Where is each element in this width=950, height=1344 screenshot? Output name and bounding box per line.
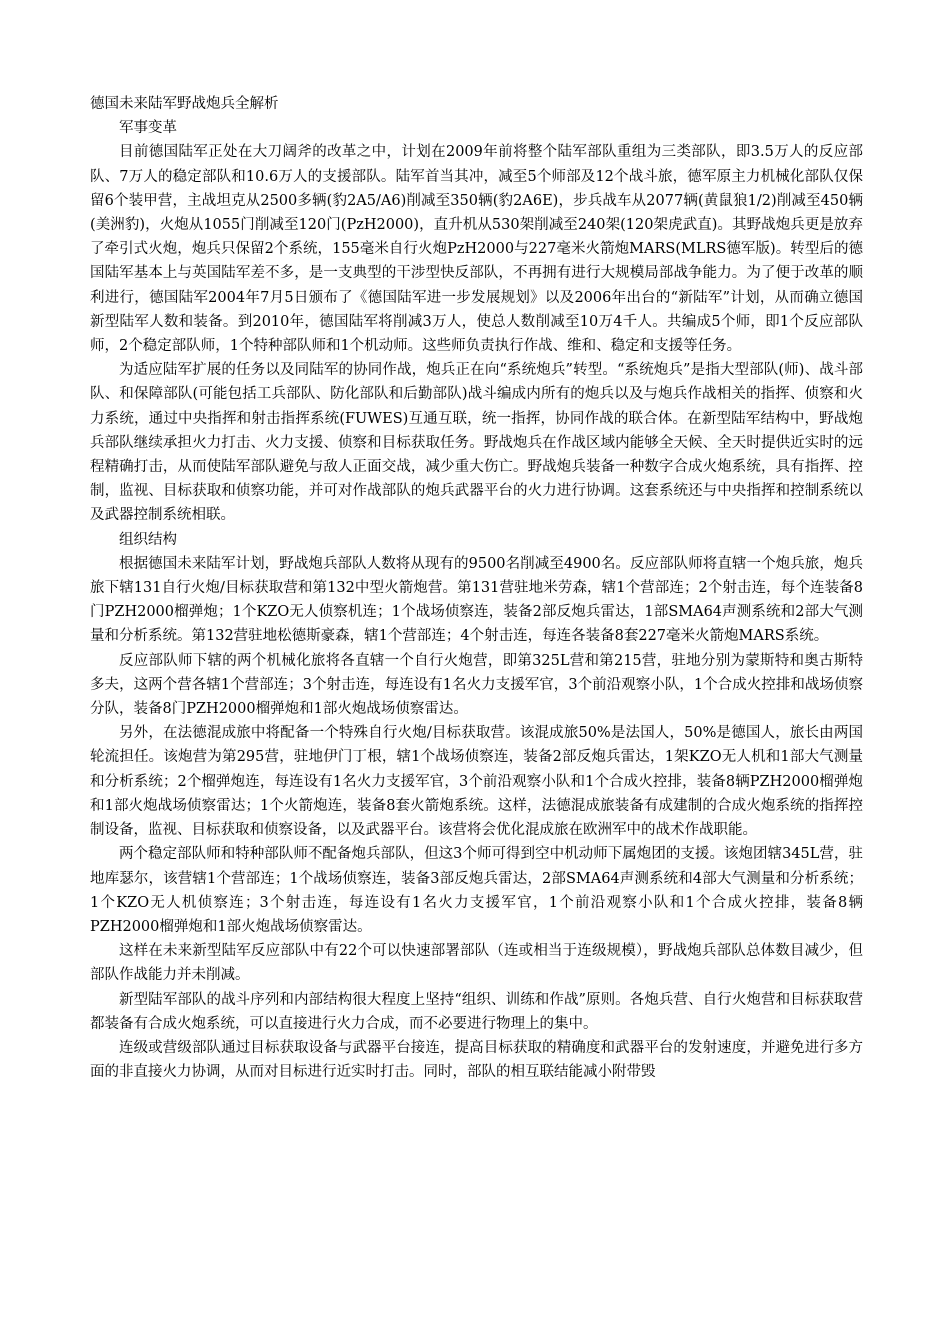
paragraph: 反应部队师下辖的两个机械化旅将各直辖一个自行火炮营，即第325L营和第215营，驻地分别为蒙斯特和奥古斯特多夫，这两个营各辖1个营部连；3个射击连，每连设有1名火力支援军官，3个前沿观察小队，1个合成火控排和战场侦察分队，装备8门PZH2000榴弹炮和1部火炮战场侦察雷达。 xyxy=(90,652,863,718)
paragraph: 目前德国陆军正处在大刀阔斧的改革之中，计划在2009年前将整个陆军部队重组为三类部队，即3.5万人的反应部队、7万人的稳定部队和10.6万人的支援部队。陆军首当其冲，减至5个师部及12个战斗旅，德军原主力机械化部队仅保留6个装甲营，主战坦克从2500多辆(豹2A5/A6)削减至350辆(豹2A6E)，步兵战车从2077辆(黄鼠狼1/2)削减至450辆(美洲豹)，火炮从1055门削减至120门(PzH2000)，直升机从530架削减至240架(120架虎武直)。其野战炮兵更是放弃了牵引式火炮，炮兵只保留2个系统，155毫米自行火炮PzH2000与227毫米火箭炮MARS(MLRS德军版)。转型后的德国陆军基本上与英国陆军差不多，是一支典型的干涉型快反部队，不再拥有进行大规模局部战争能力。为了便于改革的顺利进行，德国陆军2004年7月5日颁布了《德国陆军进一步发展规划》以及2006年出台的“新陆军”计划，从而确立德国新型陆军人数和装备。到2010年，德国陆军将削减3万人，使总人数削减至10万4千人。共编成5个师，即1个反应部队师，2个稳定部队师，1个特种部队师和1个机动师。这些师负责执行作战、维和、稳定和支援等任务。 xyxy=(90,144,863,355)
paragraph: 新型陆军部队的战斗序列和内部结构很大程度上坚持“组织、训练和作战”原则。各炮兵营、自行火炮营和目标获取营都装备有合成火炮系统，可以直接进行火力合成，而不必要进行物理上的集中。 xyxy=(90,991,863,1032)
paragraph: 两个稳定部队师和特种部队师不配备炮兵部队，但这3个师可得到空中机动师下属炮团的支援。该炮团辖345L营，驻地库瑟尔，该营辖1个营部连；1个战场侦察连，装备3部反炮兵雷达，2部SMA64声测系统和4部大气测量和分析系统；1个KZO无人机侦察连；3个射击连，每连设有1名火力支援军官，1个前沿观察小队和1个合成火控排，装备8辆PZH2000榴弹炮和1部火炮战场侦察雷达。 xyxy=(90,846,863,935)
paragraph: 为适应陆军扩展的任务以及同陆军的协同作战，炮兵正在向“系统炮兵”转型。“系统炮兵”是指大型部队(师)、战斗部队、和保障部队(可能包括工兵部队、防化部队和后勤部队)战斗编成内所有的炮兵以及与炮兵作战相关的指挥、侦察和火力系统，通过中央指挥和射击指挥系统(FUWES)互通互联，统一指挥，协同作战的联合体。在新型陆军结构中，野战炮兵部队继续承担火力打击、火力支援、侦察和目标获取任务。野战炮兵在作战区域内能够全天候、全天时提供近实时的远程精确打击，从而使陆军部队避免与敌人正面交战，减少重大伤亡。野战炮兵装备一种数字合成火炮系统，具有指挥、控制，监视、目标获取和侦察功能，并可对作战部队的炮兵武器平台的火力进行协调。这套系统还与中央指挥和控制系统以及武器控制系统相联。 xyxy=(90,362,863,524)
document-title: 德国未来陆军野战炮兵全解析 xyxy=(90,96,279,112)
section-heading: 军事变革 xyxy=(119,120,177,137)
paragraph: 连级或营级部队通过目标获取设备与武器平台接连，提高目标获取的精确度和武器平台的发射速度，并避免进行多方面的非直接火力协调，从而对目标进行近实时打击。同时，部队的相互联结能减小附带毁 xyxy=(90,1039,863,1081)
paragraph: 另外，在法德混成旅中将配备一个特殊自行火炮/目标获取营。该混成旅50%是法国人，50%是德国人，旅长由两国轮流担任。该炮营为第295营，驻地伊门丁根，辖1个战场侦察连，装备2部反炮兵雷达，1架KZO无人机和1部大气测量和分析系统；2个榴弹炮连，每连设有1名火力支援军官，3个前沿观察小队和1个合成火控排，装备8辆PZH2000榴弹炮和1部火炮战场侦察雷达；1个火箭炮连，装备8套火箭炮系统。这样，法德混成旅装备有成建制的合成火炮系统的指挥控制设备，监视、目标获取和侦察设备，以及武器平台。该营将会优化混成旅在欧洲军中的战术作战职能。 xyxy=(90,725,863,839)
section-heading: 组织结构 xyxy=(119,531,177,548)
paragraph: 这样在未来新型陆军反应部队中有22个可以快速部署部队（连或相当于连级规模），野战炮兵部队总体数目减少，但部队作战能力并未削减。 xyxy=(90,943,863,984)
paragraph: 根据德国未来陆军计划，野战炮兵部队人数将从现有的9500名削减至4900名。反应部队师将直辖一个炮兵旅，炮兵旅下辖131自行火炮/目标获取营和第132中型火箭炮营。第131营驻地米劳森，辖1个营部连；2个射击连，每个连装备8门PZH2000榴弹炮；1个KZO无人侦察机连；1个战场侦察连，装备2部反炮兵雷达，1部SMA64声测系统和2部大气测量和分析系统。第132营驻地松德斯豪森，辖1个营部连；4个射击连，每连各装备8套227毫米火箭炮MARS系统。 xyxy=(90,555,863,645)
